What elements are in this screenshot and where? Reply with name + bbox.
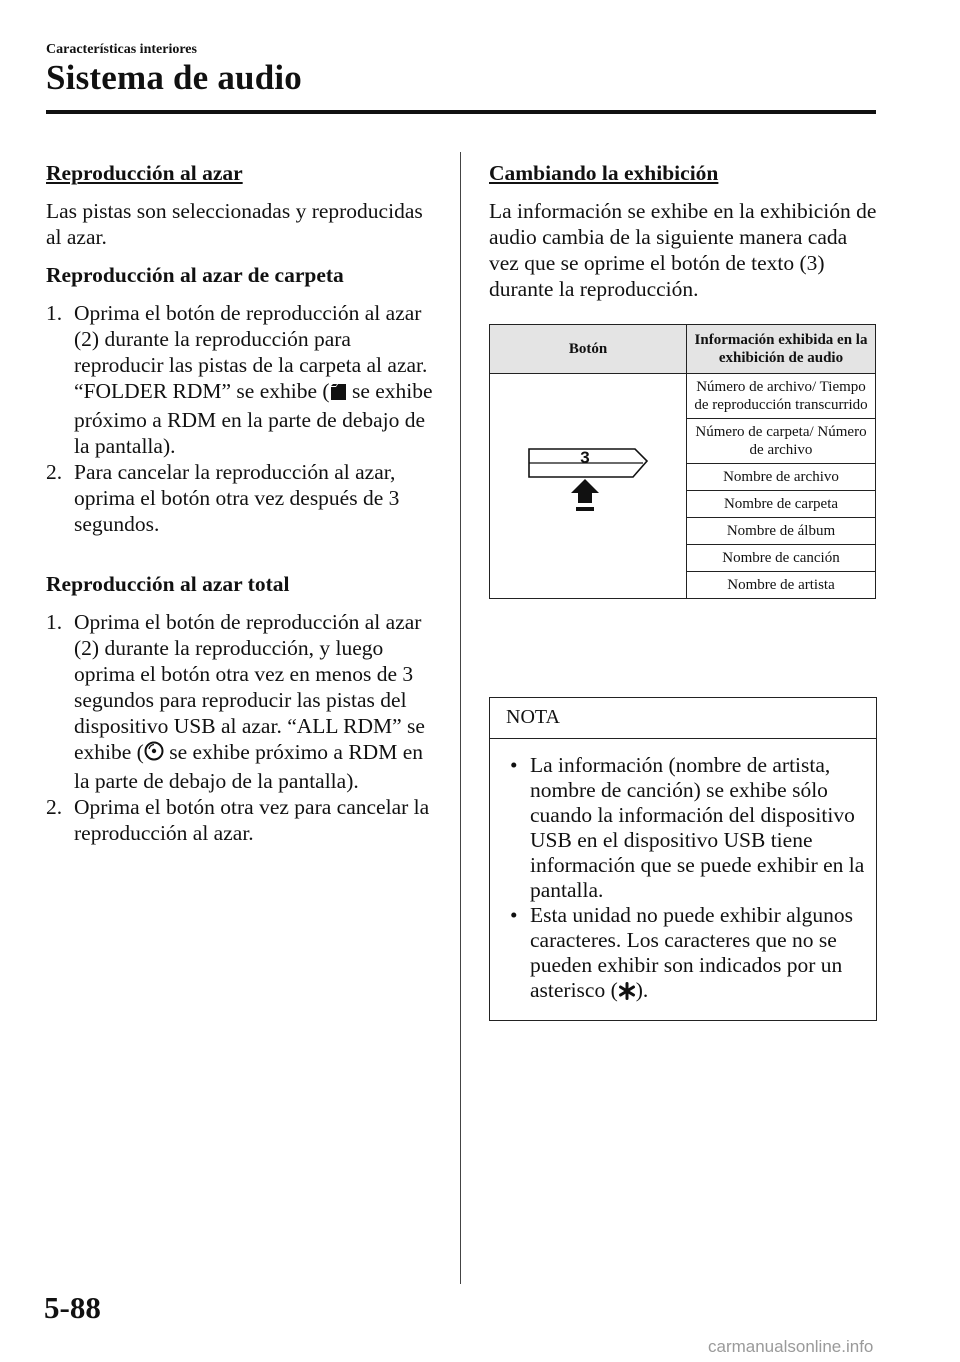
- list-item: [46, 459, 436, 537]
- table-cell: Nombre de archivo: [687, 464, 876, 491]
- table-header-row: [490, 325, 876, 374]
- header-rule: [46, 110, 876, 114]
- step-text-continued: se exhibe próximo a RDM en la parte de debajo de la pantalla).: [74, 740, 423, 793]
- table-cell: Número de carpeta/ Número de archivo: [687, 419, 876, 464]
- step-number: 1.: [46, 610, 63, 634]
- page-number: 5-88: [44, 1290, 101, 1325]
- folder-icon: [330, 381, 347, 407]
- table-row: [490, 374, 876, 419]
- list-item: [502, 903, 866, 1006]
- right-column: [489, 160, 877, 599]
- step-text: Para cancelar la reproducción al azar, oprima el botón otra vez después de 3 segundos.: [74, 460, 400, 536]
- step-text: Oprima el botón de reproducción al azar (2) durante la reproducción para reproducir las pistas de la carpeta al azar. “FOLDER RDM” se exhibe (: [74, 301, 428, 403]
- asterisk-icon: [618, 981, 636, 1006]
- section-label: Características interiores: [46, 42, 197, 57]
- list-item: [46, 794, 436, 846]
- left-column: [46, 160, 436, 846]
- folder-random-heading: Reproducción al azar de carpeta: [46, 263, 344, 287]
- display-heading: Cambiando la exhibición: [489, 161, 719, 185]
- table-cell: Número de archivo/ Tiempo de reproducción transcurrido: [687, 374, 876, 419]
- list-item: [46, 609, 436, 794]
- watermark: carmanualsonline.info: [708, 1337, 874, 1356]
- step-number: 1.: [46, 301, 63, 325]
- table-cell: Nombre de canción: [687, 545, 876, 572]
- bullet: •: [510, 903, 518, 927]
- step-text: Oprima el botón otra vez para cancelar la reproducción al azar.: [74, 795, 430, 845]
- table-cell: Nombre de álbum: [687, 518, 876, 545]
- column-header-button: Botón: [490, 325, 687, 374]
- list-item: [502, 753, 866, 903]
- note-title: NOTA: [490, 698, 876, 739]
- step-text-continued: se exhibe próximo a RDM en la parte de debajo de la pantalla).: [74, 379, 433, 458]
- text-button-cell: [490, 374, 687, 599]
- step-number: 2.: [46, 460, 63, 484]
- random-intro: Las pistas son seleccionadas y reproducidas al azar.: [46, 199, 423, 249]
- press-arrow-icon: [571, 479, 599, 511]
- note-text: La información (nombre de artista, nombre de canción) se exhibe sólo cuando la información del dispositivo USB en el dispositivo USB tiene información que se puede exhibir en la pantalla.: [530, 753, 865, 902]
- total-random-steps: [46, 609, 436, 846]
- column-divider: [460, 152, 461, 1284]
- random-heading: Reproducción al azar: [46, 161, 243, 185]
- text-button-illustration: [513, 439, 663, 529]
- note-text: Esta unidad no puede exhibir algunos caracteres. Los caracteres que no se pueden exhibir son indicados por un asterisco (: [530, 903, 854, 1002]
- step-number: 2.: [46, 795, 63, 819]
- page-title: Sistema de audio: [46, 58, 303, 97]
- button-number-label: 3: [580, 447, 590, 467]
- disc-icon: [144, 740, 164, 768]
- note-box: [489, 697, 877, 1021]
- step-text: Oprima el botón de reproducción al azar (2) durante la reproducción, y luego oprima el botón otra vez en menos de 3 segundos para reproducir las pistas del dispositivo USB al azar. “ALL RDM” se exhibe (: [74, 610, 425, 764]
- display-intro: La información se exhibe en la exhibición de audio cambia de la siguiente manera cada vez que se oprime el botón de texto (3) durante la reproducción.: [489, 199, 877, 301]
- table-cell: Nombre de artista: [687, 572, 876, 599]
- display-info-table: [489, 324, 876, 599]
- note-text-continued: ).: [635, 978, 649, 1002]
- bullet: •: [510, 753, 518, 777]
- total-random-heading: Reproducción al azar total: [46, 572, 290, 596]
- note-body: [490, 739, 876, 1020]
- column-header-info: Información exhibida en la exhibición de audio: [687, 325, 876, 374]
- table-cell: Nombre de carpeta: [687, 491, 876, 518]
- folder-random-steps: [46, 300, 436, 537]
- list-item: [46, 300, 436, 459]
